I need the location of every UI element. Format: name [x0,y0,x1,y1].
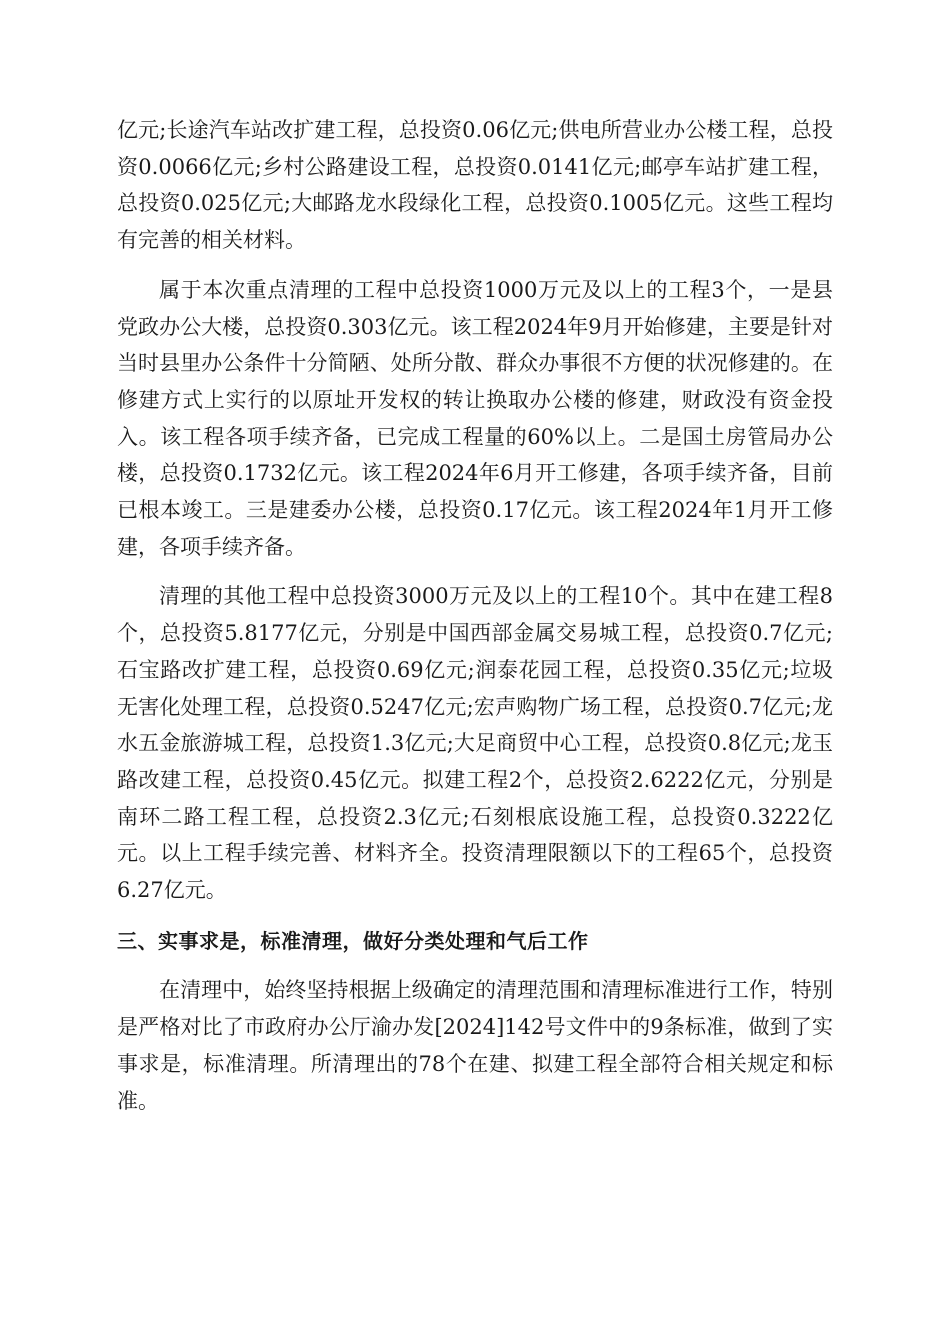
paragraph-continuation: 亿元;长途汽车站改扩建工程，总投资0.06亿元;供电所营业办公楼工程，总投资0.0066亿元;乡村公路建设工程，总投资0.0141亿元;邮亭车站扩建工程，总投资0.025亿元;大邮路龙水段绿化工程，总投资0.1005亿元。这些工程均有完善的相关材料。 [117,118,833,253]
paragraph-standards: 在清理中，始终坚持根据上级确定的清理范围和清理标准进行工作，特别是严格对比了市政府办公厅渝办发[2024]142号文件中的9条标准，做到了实事求是，标准清理。所清理出的78个在建、拟建工程全部符合相关规定和标准。 [117,978,833,1113]
paragraph-other-projects: 清理的其他工程中总投资3000万元及以上的工程10个。其中在建工程8个，总投资5.8177亿元，分别是中国西部金属交易城工程，总投资0.7亿元;石宝路改扩建工程，总投资0.69亿元;润泰花园工程，总投资0.35亿元;垃圾无害化处理工程，总投资0.5247亿元;宏声购物广场工程，总投资0.7亿元;龙水五金旅游城工程，总投资1.3亿元;大足商贸中心工程，总投资0.8亿元;龙玉路改建工程，总投资0.45亿元。拟建工程2个，总投资2.6222亿元，分别是南环二路工程工程，总投资2.3亿元;石刻根底设施工程，总投资0.3222亿元。以上工程手续完善、材料齐全。投资清理限额以下的工程65个，总投资6.27亿元。 [117,584,833,903]
paragraph-key-projects: 属于本次重点清理的工程中总投资1000万元及以上的工程3个，一是县党政办公大楼，总投资0.303亿元。该工程2024年9月开始修建，主要是针对当时县里办公条件十分简陋、处所分散、群众办事很不方便的状况修建的。在修建方式上实行的以原址开发权的转让换取办公楼的修建，财政没有资金投入。该工程各项手续齐备，已完成工程量的60%以上。二是国土房管局办公楼，总投资0.1732亿元。该工程2024年6月开工修建，各项手续齐备，目前已根本竣工。三是建委办公楼，总投资0.17亿元。该工程2024年1月开工修建，各项手续齐备。 [117,277,833,559]
section-heading: 三、实事求是，标准清理，做好分类处理和气后工作 [117,928,589,953]
document-page [117,112,833,1119]
